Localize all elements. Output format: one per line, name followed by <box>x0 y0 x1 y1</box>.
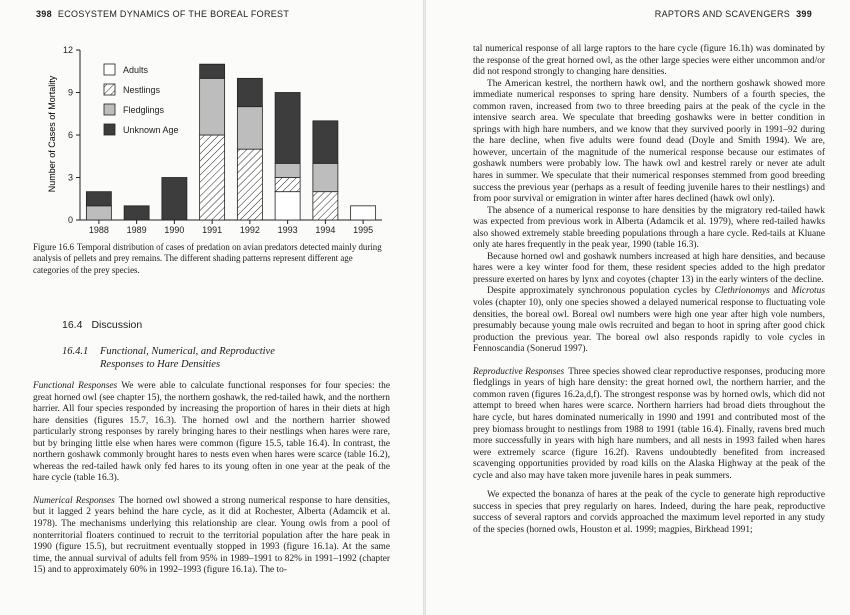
genus-name: Clethrionomys <box>714 286 770 297</box>
bar-segment-white <box>275 192 300 220</box>
x-tick-label: 1994 <box>315 225 336 235</box>
paragraph-text: We were able to calculate functional responses for four species: the great horned owl (see chapter 15), the northern goshawk, the red-tailed hawk, and the northern harrier. All four species responded by increasing the proportion of hares in their diets at high hare densities (figures 15.7, 16.3). The horned owl and the northern harrier showed particularly strong responses by rarely bringing hares to their nestlings when hares were rare, but by bringing little else when hares were common (figure 15.5, table 16.4). In contrast, the northern goshawk commonly brought hares to nests even when hares were scarce (table 16.2), whereas the red-tailed hawk only fed hares to its young often in one year at the peak of the hare cycle (table 16.3). <box>33 381 391 484</box>
paragraph-text: The horned owl showed a strong numerical response to hare densities, but it lagged 2 years behind the hare cycle, as it did at Rochester, Alberta (Adamcik et al. 1978). The mechanisms underlying this relationship are clear. Young owls from a pool of nonterritorial floaters continued to recruit to the territorial population after the hare peak in 1990 (figure 15.5), but recruitment eventually stopped in 1993 (figure 16.1a). At the same time, the annual survival of adults fell from 95% in 1989–1991 to 82% in 1991–1992 (chapter 15) and to approximately 60% in 1992–1993 (figure 16.1a). The to- <box>33 495 390 576</box>
bar-segment-dark-gray <box>275 93 300 164</box>
running-head-right <box>655 9 812 19</box>
bar-segment-light-gray <box>275 163 300 177</box>
legend-label: Unknown Age <box>123 125 179 135</box>
y-tick-label: 0 <box>67 215 73 225</box>
x-tick-label: 1991 <box>202 225 223 235</box>
legend <box>104 64 179 135</box>
runin-heading: Reproductive Responses <box>473 366 565 377</box>
paragraph-numerical-responses <box>33 496 390 577</box>
right-body-text <box>473 44 825 536</box>
subsection-title-line2: Responses to Hare Densities <box>100 358 221 370</box>
paragraph-functional-responses <box>33 381 390 485</box>
page-number: 398 <box>36 9 52 19</box>
page-number: 399 <box>796 9 812 19</box>
section-heading <box>62 319 142 331</box>
bar-segment-dark-gray <box>200 64 225 78</box>
figure-16-6-chart <box>0 0 424 240</box>
x-tick-label: 1993 <box>277 225 298 235</box>
legend-swatch <box>104 64 115 75</box>
bar-segment-light-gray <box>313 163 338 191</box>
paragraph: We expected the bonanza of hares at the peak of the cycle to generate high reproductive success in species that prey regularly on hares. Indeed, during the hare peak, reproductive success of several raptors and corvids approached the maximum level reported in any study of the species (horned owls, Houston et al. 1999; magpies, Birkhead 1991; <box>473 490 825 535</box>
bar-segment-dark-gray <box>86 192 111 206</box>
y-tick-label: 12 <box>62 45 73 55</box>
paragraph-voles <box>473 286 825 355</box>
legend-swatch <box>104 124 115 135</box>
runin-heading: Functional Responses <box>33 381 118 391</box>
x-tick-label: 1992 <box>239 225 260 235</box>
paragraph: The American kestrel, the northern hawk owl, and the northern goshawk showed more immediate numerical responses to spring hare density. Numbers of a fourth species, the common raven, increased from two to three breeding pairs at the peak of the cycle in the intensive search area. We speculate that breeding goshawks were in better condition in springs with high hare numbers, and we know that they survived poorly in 1991–92 during the hare decline, when five adults were found dead (Doyle and Smith 1994). We are, however, uncertain of the magnitude of the numerical response because our estimates of goshawk numbers were probably low. The hawk owl and kestrel rarely or never ate adult hares in summer. We speculate that their numerical responses stemmed from good breeding success the previous year (perhaps as a result of feeding juvenile hares to their nestlings) and from poor survival or emigration in winter after hares declined (hawk owl only). <box>473 78 825 205</box>
legend-label: Adults <box>123 65 149 75</box>
bar-segment-hatched <box>237 149 262 220</box>
section-title: Discussion <box>91 319 143 331</box>
bar-segment-hatched <box>200 135 225 220</box>
y-tick-label: 6 <box>67 130 73 140</box>
legend-swatch <box>104 84 115 95</box>
genus-name: Microtus <box>791 286 825 297</box>
legend-swatch <box>104 104 115 115</box>
bar-segment-dark-gray <box>124 206 149 220</box>
figure-caption-text: Temporal distribution of cases of predation on avian predators detected mainly during analysis of pellets and prey remains. The different shading patterns represent different age categories of the prey species. <box>33 242 382 275</box>
figure-label: Figure 16.6 <box>33 242 74 252</box>
paragraph-text: Three species showed clear reproductive responses, producing more fledglings in years of high hare density: the great horned owl, the northern harrier, and the common raven (figures 16.2a,d,f). The strongest response was by horned owls, which did not attempt to breed when hares were scarce. Northern harriers had broad diets throughout the hare cycle, but hares dominated numerically in 1990 and 1991 and contributed most of the prey biomass brought to nestlings from 1988 to 1991 (table 16.4). Finally, ravens bred much more successfully in years with high hare numbers, and all nests in 1993 failed when hares were extremely scarce (figure 16.2f). Ravens undoubtedly benefited from increased scavenging opportunities provided by road kills on the Alaska Highway at the peak of the cycle and also may have taken more juvenile hares in peak summers. <box>473 366 825 481</box>
left-body-text <box>33 381 390 577</box>
y-tick-label: 3 <box>67 172 73 183</box>
x-tick-label: 1989 <box>126 225 147 235</box>
x-tick-label: 1988 <box>88 225 109 235</box>
subsection-heading <box>62 346 275 371</box>
figure-caption <box>33 242 388 276</box>
text-run: and <box>769 286 792 297</box>
x-tick-label: 1995 <box>353 225 374 235</box>
bar-segment-white <box>351 206 376 220</box>
bar-segment-dark-gray <box>237 78 262 106</box>
bar-segment-light-gray <box>86 206 111 220</box>
bar-segment-light-gray <box>200 78 225 135</box>
paragraph: tal numerical response of all large raptors to the hare cycle (figure 16.1h) was dominated by the response of the great horned owl, as the other large species were either uncommon and/or did not respond strongly to changing hare densities. <box>473 44 825 78</box>
running-head-title: ECOSYSTEM DYNAMICS OF THE BOREAL FOREST <box>57 9 290 19</box>
x-tick-label: 1990 <box>164 225 185 235</box>
left-page <box>0 0 424 615</box>
right-page <box>426 0 850 615</box>
text-run: voles (chapter 10), only one species showed a delayed numerical response to fluctuating vole densities, the boreal owl. Boreal owl numbers were high one year after high vole numbers, presumably because young male owls recruited and began to hoot in spring after good chick production the previous year. The boreal owl also responds rapidly to vole cycles in Fennoscandia (Sonerud 1997). <box>473 298 825 355</box>
bar-segment-dark-gray <box>313 121 338 164</box>
runin-heading: Numerical Responses <box>33 495 115 506</box>
paragraph: The absence of a numerical response to hare densities by the migratory red-tailed hawk was expected from previous work in Alberta (Adamcik et al. 1979), where red-tailed hawks also showed extremely stable breeding populations through a hare cycle. Red-tails at Kluane only ate hares frequently in the peak year, 1990 (table 16.3). <box>473 205 825 251</box>
subsection-title-line1: Functional, Numerical, and Reproductive <box>100 346 275 357</box>
paragraph: Because horned owl and goshawk numbers increased at high hare densities, and because hares were a key winter food for them, these resident species added to the high predator pressure exerted on hares by lynx and coyotes (chapter 13) in the early winters of the decline. <box>473 251 825 285</box>
y-axis-label: Number of Cases of Mortality <box>47 75 57 193</box>
bar-segment-light-gray <box>237 107 262 149</box>
section-number: 16.4 <box>62 319 83 331</box>
paragraph-reproductive-responses <box>473 367 825 482</box>
legend-label: Nestlings <box>123 85 161 95</box>
running-head-title: RAPTORS AND SCAVENGERS <box>654 9 791 19</box>
subsection-number: 16.4.1 <box>62 346 89 357</box>
legend-label: Fledglings <box>123 105 165 115</box>
y-tick-label: 9 <box>67 87 73 98</box>
bar-segment-hatched <box>313 192 338 220</box>
text-run: Despite approximately synchronous population cycles by <box>487 286 715 297</box>
bar-segment-hatched <box>275 178 300 192</box>
bar-segment-dark-gray <box>162 178 187 221</box>
